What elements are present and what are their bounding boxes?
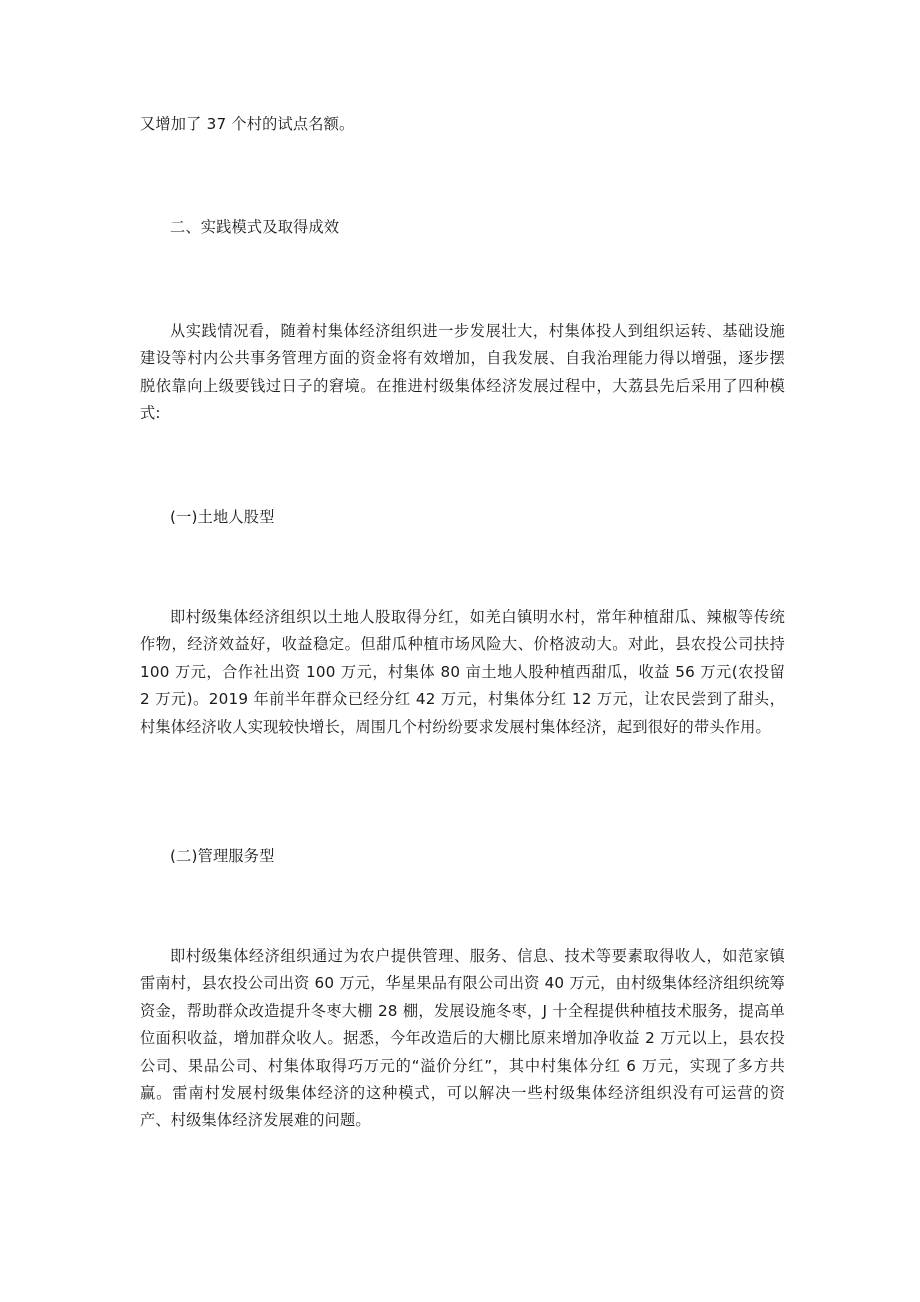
paragraph-management-service: 即村级集体经济组织通过为农户提供管理、服务、信息、技术等要素取得收人，如范家镇雷南村，县农投公司出资 60 万元，华星果品有限公司出资 40 万元，由村级集体经济组织统筹资金，帮助群众改造提升冬枣大棚 28 棚，发展设施冬枣，J 十全程提供种植技术服务，提高单位面积收益，增加群众收人。据悉，今年改造后的大棚比原来增加净收益 2 万元以上，县农投公司、果品公司、村集体取得巧万元的“溢价分红”，其中村集体分红 6 万元，实现了多方共赢。雷南村发展村级集体经济的这种模式，可以解决一些村级集体经济组织没有可运营的资产、村级集体经济发展难的问题。	[140, 947, 785, 1130]
subheading-land-shares: (一)土地人股型	[170, 508, 275, 526]
subheading-management-service: (二)管理服务型	[170, 847, 275, 865]
paragraph-pilot-quota: 又增加了 37 个村的试点名额。	[140, 115, 355, 133]
paragraph-land-shares: 即村级集体经济组织以土地人股取得分红，如羌白镇明水村，常年种植甜瓜、辣椒等传统作物，经济效益好，收益稳定。但甜瓜种植市场风险大、价格波动大。对此，县农投公司扶持 100 万元，合作社出资 100 万元，村集体 80 亩土地人股种植西甜瓜，收益 56 万元(农投留 2 万元)。2019 年前半年群众已经分红 42 万元，村集体分红 12 万元，让农民尝到了甜头，村集体经济收人实现较快增长，周围几个村纷纷要求发展村集体经济，起到很好的带头作用。	[140, 608, 785, 736]
paragraph-intro: 从实践情况看，随着村集体经济组织进一步发展壮大，村集体投人到组织运转、基础设施建设等村内公共事务管理方面的资金将有效增加，自我发展、自我治理能力得以增强，逐步摆脱依靠向上级要钱过日子的窘境。在推进村级集体经济发展过程中，大荔县先后采用了四种模式:	[140, 322, 785, 423]
section-heading-practice-models: 二、实践模式及取得成效	[170, 218, 340, 236]
